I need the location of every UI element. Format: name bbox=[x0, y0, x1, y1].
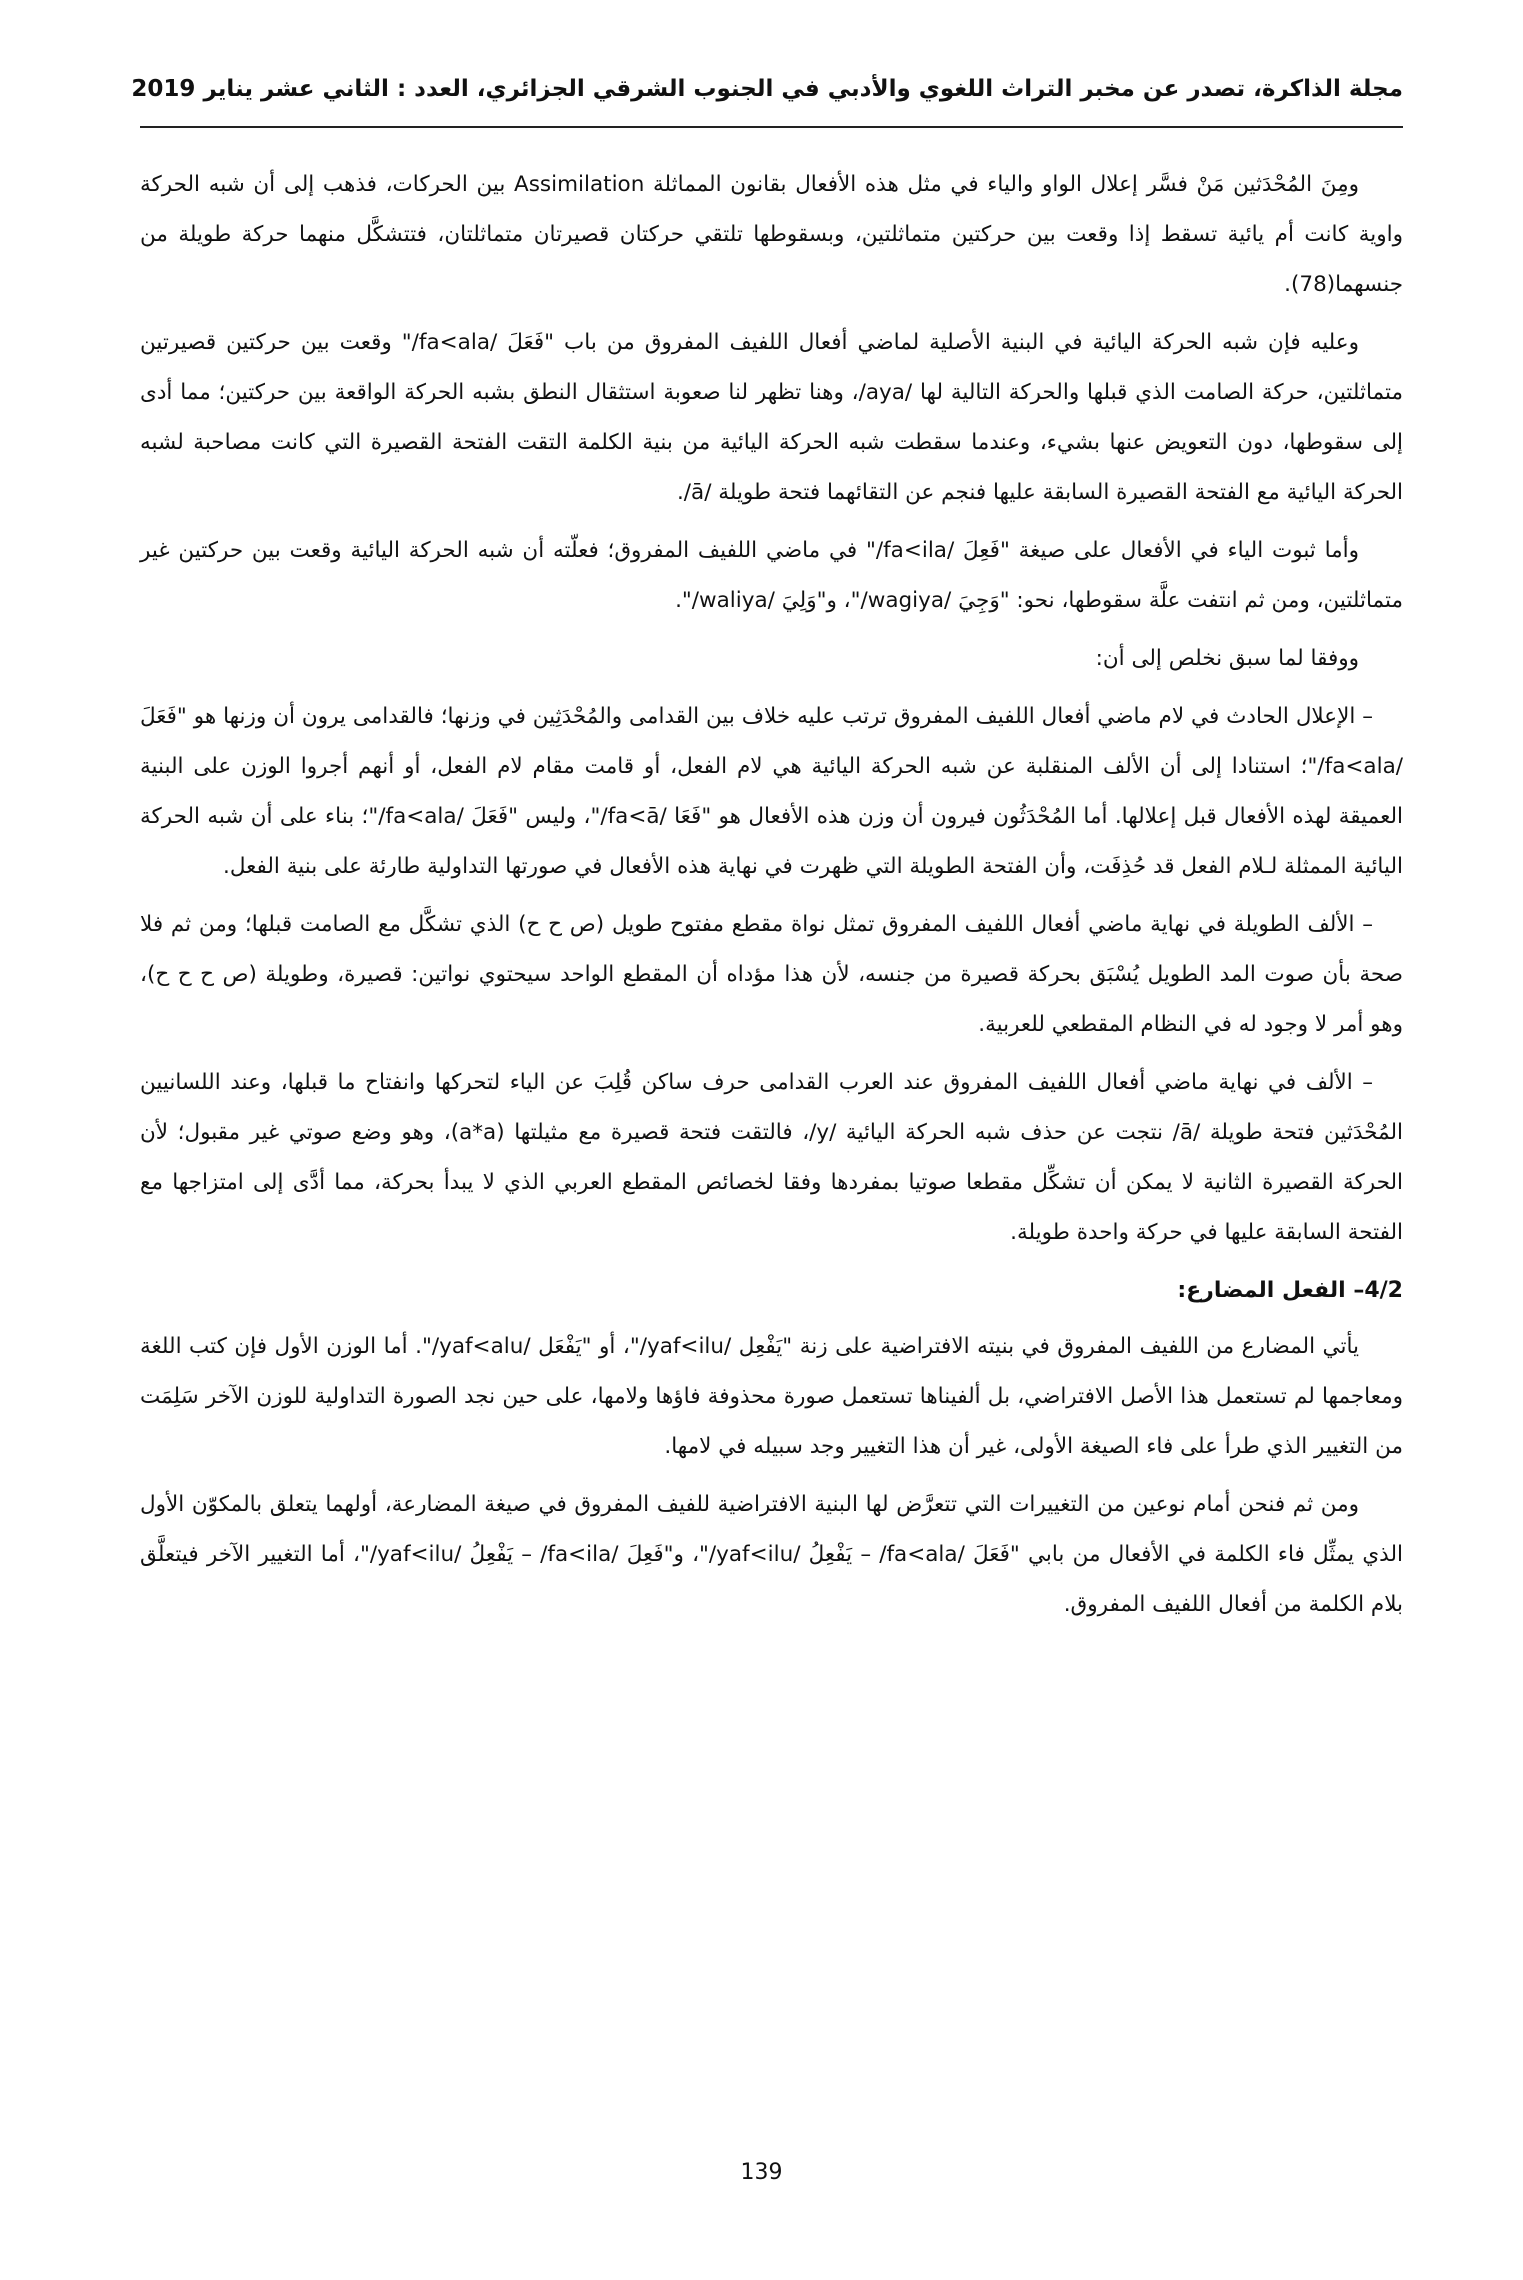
paragraph-conclusion-lead: ووفقا لما سبق نخلص إلى أن: bbox=[1095, 646, 1359, 671]
article-body bbox=[140, 160, 1403, 1638]
paragraph-present-forms: يأتي المضارع من اللفيف المفروق في بنيته الافتراضية على زنة "يَفْعِل /yaf<ilu/"، أو "يَفْعَل /yaf<alu/". أما الوزن الأول فإن كتب اللغة ومعاجمها لم تستعمل هذا الأصل الافتراضي، بل ألفيناها تستعمل صورة محذوفة فاؤها ولامها، على حين نجد الصورة التداولية للوزن الآخر سَلِمَت من التغيير الذي طرأ على فاء الصيغة الأولى، غير أن هذا التغيير وجد سبيله في لامها. bbox=[140, 1334, 1403, 1459]
running-header: مجلة الذاكرة، تصدر عن مخبر التراث اللغوي والأدبي في الجنوب الشرقي الجزائري، العدد : الثاني عشر يناير 2019 bbox=[131, 76, 1403, 102]
conclusion-item-weight: – الإعلال الحادث في لام ماضي أفعال اللفيف المفروق ترتب عليه خلاف بين القدامى والمُحْدَثِين في وزنها؛ فالقدامى يرون أن وزنها هو "فَعَلَ /fa<ala/"؛ استنادا إلى أن الألف المنقلبة عن شبه الحركة اليائية هي لام الفعل، أو قامت مقام لام الفعل، أو أنهم أجروا الوزن على البنية العميقة لهذه الأفعال قبل إعلالها. أما المُحْدَثُون فيرون أن وزن هذه الأفعال هو "فَعَا /fa<ā/"، وليس "فَعَلَ /fa<ala/"؛ بناء على أن شبه الحركة اليائية الممثلة لـلام الفعل قد حُذِفَت، وأن الفتحة الطويلة التي ظهرت في نهاية هذه الأفعال في صورتها التداولية طارئة على بنية الفعل. bbox=[140, 704, 1403, 879]
conclusion-item-long-alif: – الألف الطويلة في نهاية ماضي أفعال اللفيف المفروق تمثل نواة مقطع مفتوح طويل (ص ح ح) الذي تشكَّل مع الصامت قبلها؛ ومن ثم فلا صحة بأن صوت المد الطويل يُسْبَق بحركة قصيرة من جنسه، لأن هذا مؤداه أن المقطع الواحد سيحتوي نواتين: قصيرة، وطويلة (ص ح ح ح)، وهو أمر لا وجود له في النظام المقطعي للعربية. bbox=[140, 912, 1403, 1037]
page-number: 139 bbox=[740, 2160, 783, 2185]
header-divider bbox=[140, 126, 1403, 128]
paragraph-ya-retention: وأما ثبوت الياء في الأفعال على صيغة "فَعِلَ /fa<ila/" في ماضي اللفيف المفروق؛ فعلّته أن شبه الحركة اليائية وقعت بين حركتين غير متماثلتين، ومن ثم انتفت علَّة سقوطها، نحو: "وَجِيَ /wagiya/"، و"وَلِيَ /waliya/". bbox=[140, 538, 1403, 613]
section-heading-present-verb: 4/2– الفعل المضارع: bbox=[1177, 1278, 1403, 1303]
paragraph-present-changes: ومن ثم فنحن أمام نوعين من التغييرات التي تتعرَّض لها البنية الافتراضية للفيف المفروق في صيغة المضارعة، أولهما يتعلق بالمكوّن الأول الذي يمثِّل فاء الكلمة في الأفعال من بابي "فَعَلَ /fa<ala/ – يَفْعِلُ /yaf<ilu/"، و"فَعِلَ /fa<ila/ – يَفْعِلُ /yaf<ilu/"، أما التغيير الآخر فيتعلَّق بلام الكلمة من أفعال اللفيف المفروق. bbox=[140, 1492, 1403, 1617]
paragraph-semivowel-fall: وعليه فإن شبه الحركة اليائية في البنية الأصلية لماضي أفعال اللفيف المفروق من باب "فَعَلَ /fa<ala/" وقعت بين حركتين قصيرتين متماثلتين، حركة الصامت الذي قبلها والحركة التالية لها /aya/، وهنا تظهر لنا صعوبة استثقال النطق بشبه الحركة الواقعة بين حركتين؛ مما أدى إلى سقوطها، دون التعويض عنها بشيء، وعندما سقطت شبه الحركة اليائية من بنية الكلمة التقت الفتحة القصيرة التي كانت مصاحبة لشبه الحركة اليائية مع الفتحة القصيرة السابقة عليها فنجم عن التقائهما فتحة طويلة /ā/. bbox=[140, 330, 1403, 505]
paragraph-assimilation: ومِنَ المُحْدَثين مَنْ فسَّر إعلال الواو والياء في مثل هذه الأفعال بقانون المماثلة Assimilation بين الحركات، فذهب إلى أن شبه الحركة واوية كانت أم يائية تسقط إذا وقعت بين حركتين متماثلتين، وبسقوطها تلتقي حركتان قصيرتان متماثلتان، فتتشكَّل منهما حركة طويلة من جنسهما(78). bbox=[140, 172, 1403, 297]
conclusion-item-alif-origin: – الألف في نهاية ماضي أفعال اللفيف المفروق عند العرب القدامى حرف ساكن قُلِبَ عن الياء لتحركها وانفتاح ما قبلها، وعند اللسانيين المُحْدَثين فتحة طويلة /ā/ نتجت عن حذف شبه الحركة اليائية /y/، فالتقت فتحة قصيرة مع مثيلتها (a*a)، وهو وضع صوتي غير مقبول؛ لأن الحركة القصيرة الثانية لا يمكن أن تشكِّل مقطعا صوتيا بمفردها وفقا لخصائص المقطع العربي الذي لا يبدأ بحركة، مما أدَّى إلى امتزاجها مع الفتحة السابقة عليها في حركة واحدة طويلة. bbox=[140, 1070, 1403, 1245]
